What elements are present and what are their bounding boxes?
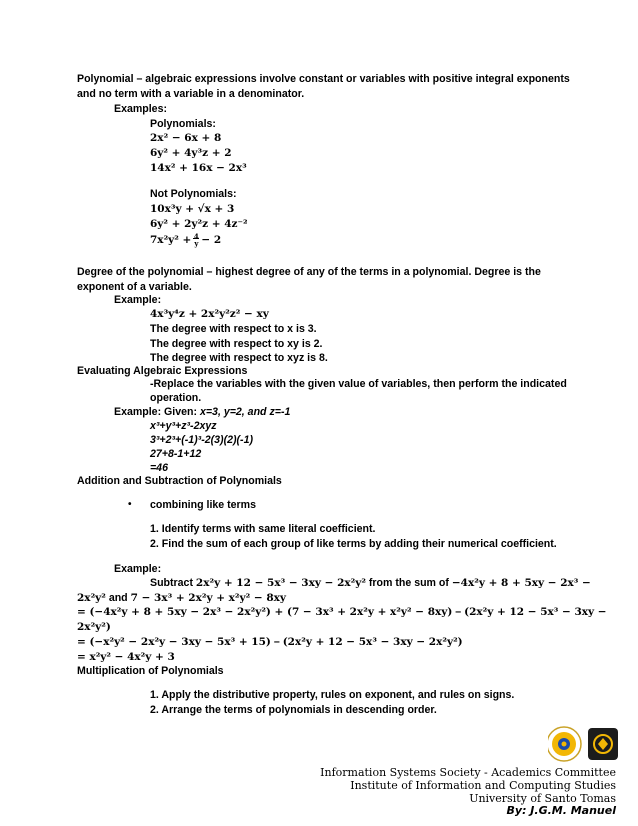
eval-step-2: 3³+2³+(-1)³-2(3)(2)(-1) <box>150 434 254 446</box>
subtract-line-1 <box>150 577 591 590</box>
subtract-word: Subtract <box>150 577 196 589</box>
eval-given-label: Example: Given: <box>114 406 200 418</box>
footer-university: University of Santo Tomas <box>469 792 616 805</box>
eval-desc-line1: -Replace the variables with the given value of variables, then perform the indicated <box>150 378 567 390</box>
not-poly-example-3-part-a: 7x²y² + <box>150 234 192 246</box>
mult-step-1: 1. Apply the distributive property, rules on exponent, and rules on signs. <box>150 689 515 701</box>
degree-def-line2: exponent of a variable. <box>77 281 192 293</box>
addsub-step-1: 1. Identify terms with same literal coefficient. <box>150 523 376 535</box>
degree-expression: 4x³y⁴z + 2x²y²z² − xy <box>150 308 269 320</box>
degree-def-line1: Degree of the polynomial – highest degree of any of the terms in a polynomial. Degree is the <box>77 266 541 278</box>
addend-1-expr-end: 2x²y² <box>77 592 106 604</box>
eval-result: =46 <box>150 462 168 474</box>
poly-example-1: 2x² − 6x + 8 <box>150 132 222 144</box>
degree-x: The degree with respect to x is 3. <box>150 323 317 335</box>
examples-label: Examples: <box>114 103 167 115</box>
mult-title: Multiplication of Polynomials <box>77 665 224 677</box>
bullet-icon: • <box>128 499 132 510</box>
fraction <box>193 233 199 247</box>
author-signature: By: J.G.M. Manuel <box>506 804 616 817</box>
subtrahend-expr: 2x²y + 12 − 5x³ − 3xy − 2x²y² <box>195 577 366 589</box>
fraction-denominator: y <box>194 239 199 248</box>
minus-dash: – <box>452 606 465 618</box>
degree-xyz: The degree with respect to xyz is 8. <box>150 352 328 364</box>
eval-given <box>114 406 290 419</box>
poly-def-line2: and no term with a variable in a denominator. <box>77 88 305 100</box>
footer-org: Information Systems Society - Academics Committee <box>320 766 616 779</box>
minus-dash-2: – <box>270 636 283 648</box>
not-poly-example-2: 6y² + 2y²z + 4z⁻² <box>150 218 248 230</box>
addsub-step-2: 2. Find the sum of each group of like terms by adding their numerical coefficient. <box>150 538 557 550</box>
addend-2-expr: 7 − 3x³ + 2x²y + x²y² − 8xy <box>130 592 287 604</box>
polynomials-label: Polynomials: <box>150 118 216 130</box>
poly-def-line1: Polynomial – algebraic expressions involve constant or variables with positive integral exponents <box>77 73 570 85</box>
eval-desc-line2: operation. <box>150 392 202 404</box>
logos <box>548 724 620 764</box>
subtract-line-5 <box>77 636 463 649</box>
addsub-title: Addition and Subtraction of Polynomials <box>77 475 282 487</box>
poly-example-3: 14x² + 16x − 2x³ <box>150 162 247 174</box>
subtract-result: = x²y² − 4x²y + 3 <box>77 651 175 663</box>
mult-step-2: 2. Arrange the terms of polynomials in descending order. <box>150 704 437 716</box>
eval-step-1: x³+y³+z³-2xyz <box>150 420 217 432</box>
addend-1-expr-part: −4x²y + 8 + 5xy − 2x³ − <box>451 577 591 589</box>
footer-institute: Institute of Information and Computing Studies <box>350 779 616 792</box>
not-poly-example-1: 10x³y + √x + 3 <box>150 203 235 215</box>
from-sum-of: from the sum of <box>365 577 452 589</box>
iss-logo-icon <box>588 728 618 760</box>
combining-like-terms: combining like terms <box>150 499 256 511</box>
fraction-numerator: 4 <box>193 232 199 241</box>
subtrahend-grouped: (2x²y + 12 − 5x³ − 3xy − <box>464 606 607 618</box>
sum-grouped: = (−4x²y + 8 + 5xy − 2x³ − 2x²y²) + (7 − 3x³ + 2x²y + x²y² − 8xy) <box>77 606 453 618</box>
subtract-line-4: 2x²y²) <box>77 621 111 633</box>
ust-seal-icon <box>548 727 581 761</box>
sum-simplified: = (−x²y² − 2x²y − 3xy − 5x³ + 15) <box>77 636 271 648</box>
eval-step-3: 27+8-1+12 <box>150 448 202 460</box>
degree-xy: The degree with respect to xy is 2. <box>150 338 323 350</box>
eval-given-values: x=3, y=2, and z=-1 <box>199 406 291 418</box>
subtract-line-2 <box>77 592 286 605</box>
subtract-line-3 <box>77 606 607 619</box>
example-label: Example: <box>114 294 162 306</box>
and-word: and <box>105 592 131 604</box>
eval-title: Evaluating Algebraic Expressions <box>77 365 248 377</box>
subtrahend-simplified: (2x²y + 12 − 5x³ − 3xy − 2x²y²) <box>282 636 463 648</box>
example-label-2: Example: <box>114 563 162 575</box>
not-polynomials-label: Not Polynomials: <box>150 188 237 200</box>
not-poly-example-3 <box>150 233 221 247</box>
poly-example-2: 6y² + 4y³z + 2 <box>150 147 232 159</box>
not-poly-example-3-part-b: − 2 <box>201 234 222 246</box>
